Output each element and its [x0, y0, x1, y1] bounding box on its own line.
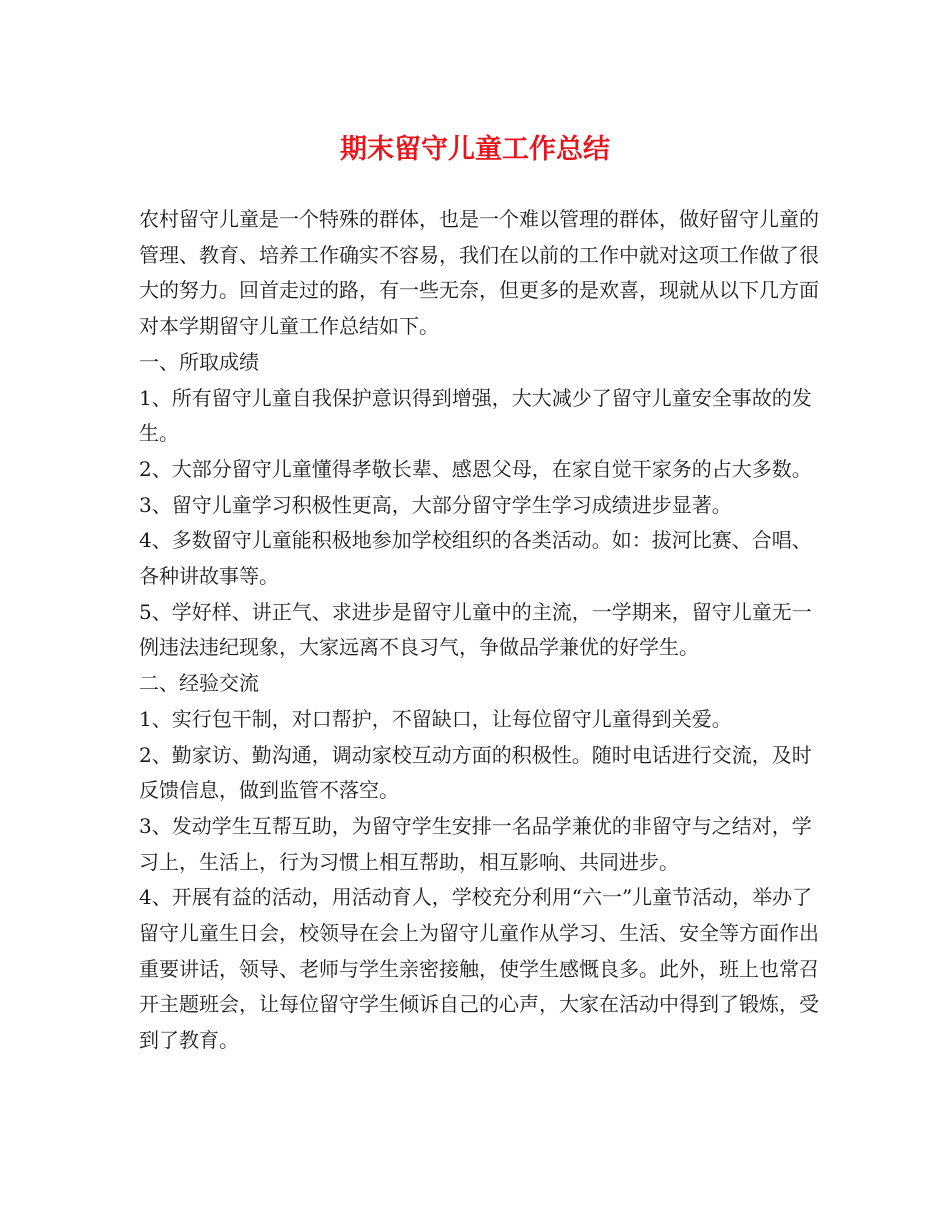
document-title: 期末留守儿童工作总结	[340, 134, 610, 165]
achievement-item-4: 4、多数留守儿童能积极地参加学校组织的各类活动。如：拔河比赛、合唱、各种讲故事等。	[139, 528, 812, 589]
achievement-item-3: 3、留守儿童学习积极性更高，大部分留守学生学习成绩进步显著。	[139, 492, 732, 517]
intro-paragraph: 农村留守儿童是一个特殊的群体，也是一个难以管理的群体，做好留守儿童的管理、教育、培养工作确实不容易，我们在以前的工作中就对这项工作做了很大的努力。回首走过的路，有一些无奈，但更多的是欢喜，现就从以下几方面对本学期留守儿童工作总结如下。	[139, 207, 819, 339]
achievement-item-5: 5、学好样、讲正气、求进步是留守儿童中的主流，一学期来，留守儿童无一例违法违纪现象，大家远离不良习气，争做品学兼优的好学生。	[139, 599, 812, 660]
section-heading-experience: 二、经验交流	[139, 671, 259, 696]
experience-item-1: 1、实行包干制，对口帮护，不留缺口，让每位留守儿童得到关爱。	[139, 706, 732, 731]
section-heading-achievements: 一、所取成绩	[139, 349, 259, 374]
document-body	[139, 202, 829, 1059]
achievement-item-1: 1、所有留守儿童自我保护意识得到增强，大大减少了留守儿童安全事故的发生。	[139, 385, 812, 446]
experience-item-2: 2、勤家访、勤沟通，调动家校互动方面的积极性。随时电话进行交流，及时反馈信息，做到监管不落空。	[139, 742, 812, 803]
achievement-item-2: 2、大部分留守儿童懂得孝敬长辈、感恩父母，在家自觉干家务的占大多数。	[139, 456, 812, 481]
experience-item-4: 4、开展有益的活动，用活动育人，学校充分利用“六一”儿童节活动，举办了留守儿童生日会，校领导在会上为留守儿童作从学习、生活、安全等方面作出重要讲话，领导、老师与学生亲密接触，使学生感慨良多。此外，班上也常召开主题班会，让每位留守学生倾诉自己的心声，大家在活动中得到了锻炼，受到了教育。	[139, 885, 819, 1053]
experience-item-3: 3、发动学生互帮互助，为留守学生安排一名品学兼优的非留守与之结对，学习上，生活上，行为习惯上相互帮助，相互影响、共同进步。	[139, 813, 812, 874]
